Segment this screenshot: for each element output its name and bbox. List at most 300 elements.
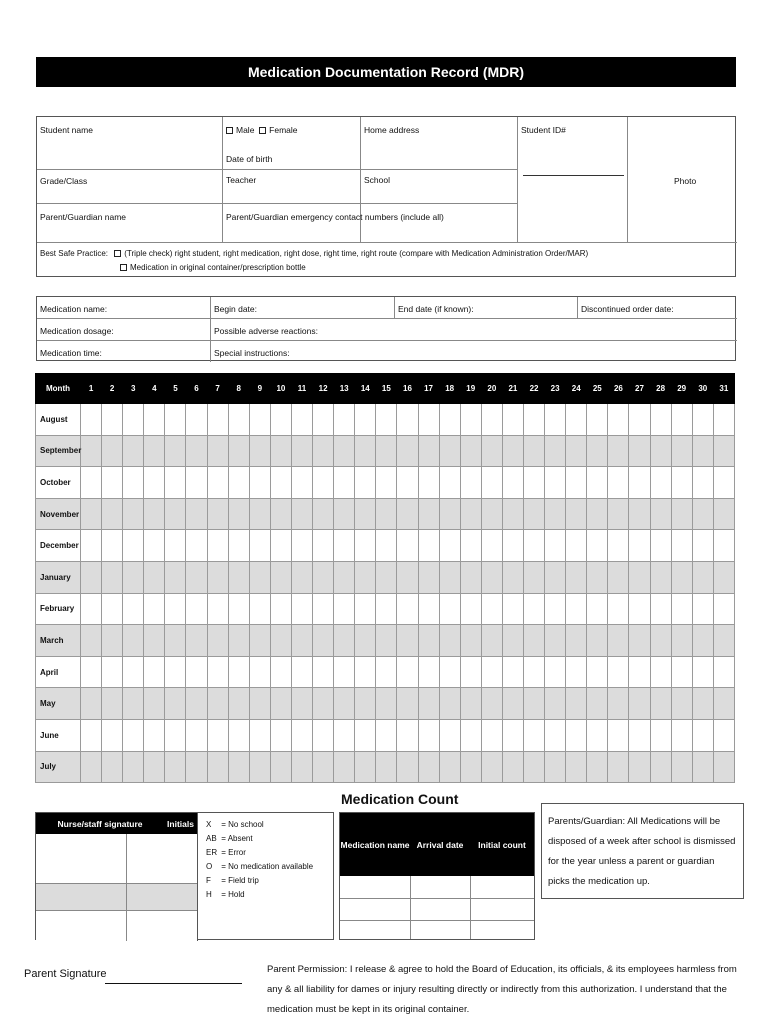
day-cell[interactable] [481, 751, 502, 783]
day-cell[interactable] [186, 656, 207, 688]
day-cell[interactable] [291, 688, 312, 720]
day-cell[interactable] [545, 530, 566, 562]
day-cell[interactable] [692, 467, 713, 499]
day-cell[interactable] [165, 404, 186, 436]
day-cell[interactable] [186, 625, 207, 657]
day-cell[interactable] [165, 435, 186, 467]
day-cell[interactable] [481, 435, 502, 467]
day-cell[interactable] [566, 656, 587, 688]
day-cell[interactable] [355, 561, 376, 593]
day-cell[interactable] [102, 498, 123, 530]
day-cell[interactable] [270, 467, 291, 499]
day-cell[interactable] [207, 688, 228, 720]
day-cell[interactable] [123, 751, 144, 783]
day-cell[interactable] [671, 688, 692, 720]
day-cell[interactable] [566, 593, 587, 625]
day-cell[interactable] [713, 593, 734, 625]
day-cell[interactable] [671, 593, 692, 625]
day-cell[interactable] [270, 498, 291, 530]
day-cell[interactable] [439, 593, 460, 625]
day-cell[interactable] [270, 751, 291, 783]
day-cell[interactable] [545, 404, 566, 436]
day-cell[interactable] [334, 467, 355, 499]
day-cell[interactable] [144, 719, 165, 751]
day-cell[interactable] [418, 593, 439, 625]
day-cell[interactable] [376, 625, 397, 657]
day-cell[interactable] [692, 498, 713, 530]
day-cell[interactable] [566, 561, 587, 593]
day-cell[interactable] [144, 656, 165, 688]
day-cell[interactable] [397, 751, 418, 783]
day-cell[interactable] [608, 404, 629, 436]
day-cell[interactable] [460, 656, 481, 688]
day-cell[interactable] [165, 561, 186, 593]
day-cell[interactable] [608, 435, 629, 467]
day-cell[interactable] [713, 625, 734, 657]
original-container-checkbox[interactable] [120, 264, 127, 271]
day-cell[interactable] [671, 625, 692, 657]
day-cell[interactable] [481, 467, 502, 499]
day-cell[interactable] [566, 688, 587, 720]
day-cell[interactable] [713, 467, 734, 499]
day-cell[interactable] [608, 719, 629, 751]
day-cell[interactable] [270, 561, 291, 593]
day-cell[interactable] [713, 561, 734, 593]
day-cell[interactable] [713, 498, 734, 530]
day-cell[interactable] [608, 498, 629, 530]
day-cell[interactable] [123, 530, 144, 562]
day-cell[interactable] [502, 719, 523, 751]
day-cell[interactable] [587, 467, 608, 499]
day-cell[interactable] [397, 530, 418, 562]
day-cell[interactable] [313, 498, 334, 530]
day-cell[interactable] [355, 593, 376, 625]
day-cell[interactable] [102, 688, 123, 720]
day-cell[interactable] [186, 530, 207, 562]
day-cell[interactable] [629, 467, 650, 499]
day-cell[interactable] [460, 688, 481, 720]
day-cell[interactable] [629, 561, 650, 593]
day-cell[interactable] [270, 404, 291, 436]
day-cell[interactable] [376, 561, 397, 593]
day-cell[interactable] [313, 593, 334, 625]
day-cell[interactable] [102, 561, 123, 593]
day-cell[interactable] [439, 435, 460, 467]
day-cell[interactable] [207, 530, 228, 562]
day-cell[interactable] [460, 593, 481, 625]
day-cell[interactable] [270, 435, 291, 467]
day-cell[interactable] [566, 435, 587, 467]
day-cell[interactable] [523, 719, 544, 751]
day-cell[interactable] [228, 530, 249, 562]
day-cell[interactable] [270, 688, 291, 720]
day-cell[interactable] [418, 688, 439, 720]
day-cell[interactable] [523, 688, 544, 720]
day-cell[interactable] [144, 561, 165, 593]
day-cell[interactable] [439, 467, 460, 499]
day-cell[interactable] [355, 530, 376, 562]
day-cell[interactable] [81, 656, 102, 688]
day-cell[interactable] [587, 498, 608, 530]
day-cell[interactable] [313, 751, 334, 783]
day-cell[interactable] [650, 467, 671, 499]
day-cell[interactable] [608, 656, 629, 688]
day-cell[interactable] [291, 593, 312, 625]
day-cell[interactable] [81, 435, 102, 467]
day-cell[interactable] [165, 530, 186, 562]
day-cell[interactable] [249, 688, 270, 720]
day-cell[interactable] [587, 435, 608, 467]
day-cell[interactable] [355, 498, 376, 530]
day-cell[interactable] [692, 688, 713, 720]
day-cell[interactable] [207, 498, 228, 530]
day-cell[interactable] [502, 751, 523, 783]
day-cell[interactable] [587, 656, 608, 688]
day-cell[interactable] [460, 530, 481, 562]
day-cell[interactable] [692, 561, 713, 593]
day-cell[interactable] [650, 498, 671, 530]
day-cell[interactable] [186, 561, 207, 593]
day-cell[interactable] [545, 719, 566, 751]
day-cell[interactable] [81, 751, 102, 783]
day-cell[interactable] [587, 625, 608, 657]
day-cell[interactable] [650, 561, 671, 593]
day-cell[interactable] [692, 625, 713, 657]
day-cell[interactable] [123, 656, 144, 688]
day-cell[interactable] [587, 593, 608, 625]
day-cell[interactable] [144, 435, 165, 467]
day-cell[interactable] [608, 593, 629, 625]
day-cell[interactable] [186, 498, 207, 530]
day-cell[interactable] [523, 498, 544, 530]
day-cell[interactable] [123, 688, 144, 720]
day-cell[interactable] [207, 719, 228, 751]
day-cell[interactable] [545, 656, 566, 688]
day-cell[interactable] [376, 435, 397, 467]
day-cell[interactable] [418, 625, 439, 657]
day-cell[interactable] [460, 435, 481, 467]
day-cell[interactable] [713, 530, 734, 562]
day-cell[interactable] [165, 625, 186, 657]
day-cell[interactable] [460, 498, 481, 530]
triple-check-checkbox[interactable] [114, 250, 121, 257]
day-cell[interactable] [334, 719, 355, 751]
day-cell[interactable] [418, 404, 439, 436]
day-cell[interactable] [228, 719, 249, 751]
day-cell[interactable] [460, 719, 481, 751]
day-cell[interactable] [481, 625, 502, 657]
day-cell[interactable] [123, 435, 144, 467]
day-cell[interactable] [671, 530, 692, 562]
day-cell[interactable] [397, 435, 418, 467]
day-cell[interactable] [291, 404, 312, 436]
day-cell[interactable] [102, 467, 123, 499]
day-cell[interactable] [523, 625, 544, 657]
day-cell[interactable] [165, 688, 186, 720]
day-cell[interactable] [460, 561, 481, 593]
day-cell[interactable] [228, 435, 249, 467]
day-cell[interactable] [397, 719, 418, 751]
day-cell[interactable] [313, 625, 334, 657]
day-cell[interactable] [313, 656, 334, 688]
day-cell[interactable] [397, 656, 418, 688]
day-cell[interactable] [692, 530, 713, 562]
day-cell[interactable] [313, 530, 334, 562]
day-cell[interactable] [545, 435, 566, 467]
day-cell[interactable] [291, 561, 312, 593]
day-cell[interactable] [587, 530, 608, 562]
day-cell[interactable] [545, 593, 566, 625]
day-cell[interactable] [502, 688, 523, 720]
day-cell[interactable] [397, 498, 418, 530]
day-cell[interactable] [523, 404, 544, 436]
day-cell[interactable] [608, 467, 629, 499]
day-cell[interactable] [713, 719, 734, 751]
day-cell[interactable] [313, 404, 334, 436]
day-cell[interactable] [81, 688, 102, 720]
day-cell[interactable] [270, 625, 291, 657]
day-cell[interactable] [81, 719, 102, 751]
day-cell[interactable] [481, 498, 502, 530]
day-cell[interactable] [650, 530, 671, 562]
day-cell[interactable] [144, 467, 165, 499]
day-cell[interactable] [502, 656, 523, 688]
day-cell[interactable] [481, 719, 502, 751]
day-cell[interactable] [502, 435, 523, 467]
day-cell[interactable] [355, 688, 376, 720]
day-cell[interactable] [249, 404, 270, 436]
day-cell[interactable] [608, 688, 629, 720]
day-cell[interactable] [249, 593, 270, 625]
day-cell[interactable] [608, 530, 629, 562]
day-cell[interactable] [671, 719, 692, 751]
day-cell[interactable] [228, 498, 249, 530]
day-cell[interactable] [376, 498, 397, 530]
day-cell[interactable] [249, 498, 270, 530]
day-cell[interactable] [608, 751, 629, 783]
day-cell[interactable] [481, 404, 502, 436]
day-cell[interactable] [439, 656, 460, 688]
day-cell[interactable] [355, 467, 376, 499]
day-cell[interactable] [123, 404, 144, 436]
day-cell[interactable] [291, 435, 312, 467]
day-cell[interactable] [397, 688, 418, 720]
day-cell[interactable] [566, 404, 587, 436]
day-cell[interactable] [165, 751, 186, 783]
day-cell[interactable] [165, 467, 186, 499]
day-cell[interactable] [207, 435, 228, 467]
day-cell[interactable] [186, 688, 207, 720]
day-cell[interactable] [629, 656, 650, 688]
day-cell[interactable] [228, 625, 249, 657]
day-cell[interactable] [291, 625, 312, 657]
day-cell[interactable] [545, 688, 566, 720]
day-cell[interactable] [186, 435, 207, 467]
day-cell[interactable] [397, 467, 418, 499]
day-cell[interactable] [207, 467, 228, 499]
day-cell[interactable] [165, 498, 186, 530]
day-cell[interactable] [523, 467, 544, 499]
day-cell[interactable] [629, 435, 650, 467]
day-cell[interactable] [692, 593, 713, 625]
day-cell[interactable] [376, 751, 397, 783]
day-cell[interactable] [523, 656, 544, 688]
day-cell[interactable] [81, 404, 102, 436]
day-cell[interactable] [334, 498, 355, 530]
day-cell[interactable] [502, 625, 523, 657]
day-cell[interactable] [102, 530, 123, 562]
day-cell[interactable] [418, 656, 439, 688]
day-cell[interactable] [228, 751, 249, 783]
day-cell[interactable] [587, 719, 608, 751]
day-cell[interactable] [671, 404, 692, 436]
day-cell[interactable] [355, 435, 376, 467]
day-cell[interactable] [228, 561, 249, 593]
day-cell[interactable] [418, 530, 439, 562]
day-cell[interactable] [144, 688, 165, 720]
day-cell[interactable] [629, 498, 650, 530]
day-cell[interactable] [102, 404, 123, 436]
day-cell[interactable] [650, 751, 671, 783]
day-cell[interactable] [376, 404, 397, 436]
day-cell[interactable] [439, 688, 460, 720]
day-cell[interactable] [713, 656, 734, 688]
day-cell[interactable] [671, 435, 692, 467]
day-cell[interactable] [249, 656, 270, 688]
day-cell[interactable] [671, 498, 692, 530]
day-cell[interactable] [270, 593, 291, 625]
day-cell[interactable] [81, 561, 102, 593]
day-cell[interactable] [123, 561, 144, 593]
day-cell[interactable] [81, 467, 102, 499]
day-cell[interactable] [291, 498, 312, 530]
day-cell[interactable] [376, 530, 397, 562]
day-cell[interactable] [566, 719, 587, 751]
day-cell[interactable] [566, 467, 587, 499]
day-cell[interactable] [165, 656, 186, 688]
day-cell[interactable] [587, 561, 608, 593]
day-cell[interactable] [186, 751, 207, 783]
day-cell[interactable] [334, 593, 355, 625]
day-cell[interactable] [439, 719, 460, 751]
day-cell[interactable] [144, 498, 165, 530]
day-cell[interactable] [692, 435, 713, 467]
day-cell[interactable] [355, 656, 376, 688]
day-cell[interactable] [418, 467, 439, 499]
day-cell[interactable] [376, 467, 397, 499]
day-cell[interactable] [650, 688, 671, 720]
day-cell[interactable] [650, 593, 671, 625]
day-cell[interactable] [545, 751, 566, 783]
day-cell[interactable] [566, 530, 587, 562]
day-cell[interactable] [334, 656, 355, 688]
day-cell[interactable] [629, 404, 650, 436]
day-cell[interactable] [186, 467, 207, 499]
day-cell[interactable] [249, 719, 270, 751]
day-cell[interactable] [502, 404, 523, 436]
day-cell[interactable] [123, 498, 144, 530]
day-cell[interactable] [481, 688, 502, 720]
day-cell[interactable] [102, 656, 123, 688]
day-cell[interactable] [313, 688, 334, 720]
day-cell[interactable] [334, 435, 355, 467]
day-cell[interactable] [207, 404, 228, 436]
day-cell[interactable] [249, 751, 270, 783]
day-cell[interactable] [629, 688, 650, 720]
day-cell[interactable] [334, 688, 355, 720]
day-cell[interactable] [228, 656, 249, 688]
day-cell[interactable] [313, 719, 334, 751]
day-cell[interactable] [228, 593, 249, 625]
day-cell[interactable] [502, 593, 523, 625]
day-cell[interactable] [249, 530, 270, 562]
day-cell[interactable] [165, 593, 186, 625]
day-cell[interactable] [671, 467, 692, 499]
day-cell[interactable] [397, 593, 418, 625]
day-cell[interactable] [397, 404, 418, 436]
day-cell[interactable] [545, 498, 566, 530]
day-cell[interactable] [566, 625, 587, 657]
day-cell[interactable] [144, 404, 165, 436]
day-cell[interactable] [207, 593, 228, 625]
day-cell[interactable] [397, 625, 418, 657]
day-cell[interactable] [439, 498, 460, 530]
day-cell[interactable] [671, 751, 692, 783]
day-cell[interactable] [186, 404, 207, 436]
day-cell[interactable] [629, 719, 650, 751]
day-cell[interactable] [439, 404, 460, 436]
female-checkbox[interactable] [259, 127, 266, 134]
day-cell[interactable] [713, 751, 734, 783]
day-cell[interactable] [102, 625, 123, 657]
day-cell[interactable] [207, 561, 228, 593]
day-cell[interactable] [249, 561, 270, 593]
day-cell[interactable] [566, 751, 587, 783]
day-cell[interactable] [123, 625, 144, 657]
day-cell[interactable] [502, 561, 523, 593]
day-cell[interactable] [144, 593, 165, 625]
day-cell[interactable] [270, 719, 291, 751]
day-cell[interactable] [102, 593, 123, 625]
day-cell[interactable] [81, 593, 102, 625]
day-cell[interactable] [144, 530, 165, 562]
day-cell[interactable] [270, 656, 291, 688]
day-cell[interactable] [376, 719, 397, 751]
day-cell[interactable] [692, 404, 713, 436]
day-cell[interactable] [566, 498, 587, 530]
day-cell[interactable] [102, 435, 123, 467]
day-cell[interactable] [523, 530, 544, 562]
day-cell[interactable] [460, 404, 481, 436]
day-cell[interactable] [123, 467, 144, 499]
day-cell[interactable] [81, 530, 102, 562]
day-cell[interactable] [186, 719, 207, 751]
day-cell[interactable] [460, 625, 481, 657]
day-cell[interactable] [523, 593, 544, 625]
day-cell[interactable] [207, 625, 228, 657]
day-cell[interactable] [587, 751, 608, 783]
day-cell[interactable] [608, 561, 629, 593]
day-cell[interactable] [186, 593, 207, 625]
day-cell[interactable] [207, 751, 228, 783]
day-cell[interactable] [502, 498, 523, 530]
day-cell[interactable] [587, 688, 608, 720]
day-cell[interactable] [650, 656, 671, 688]
day-cell[interactable] [334, 561, 355, 593]
parent-signature-line[interactable] [105, 983, 242, 984]
day-cell[interactable] [608, 625, 629, 657]
day-cell[interactable] [81, 498, 102, 530]
